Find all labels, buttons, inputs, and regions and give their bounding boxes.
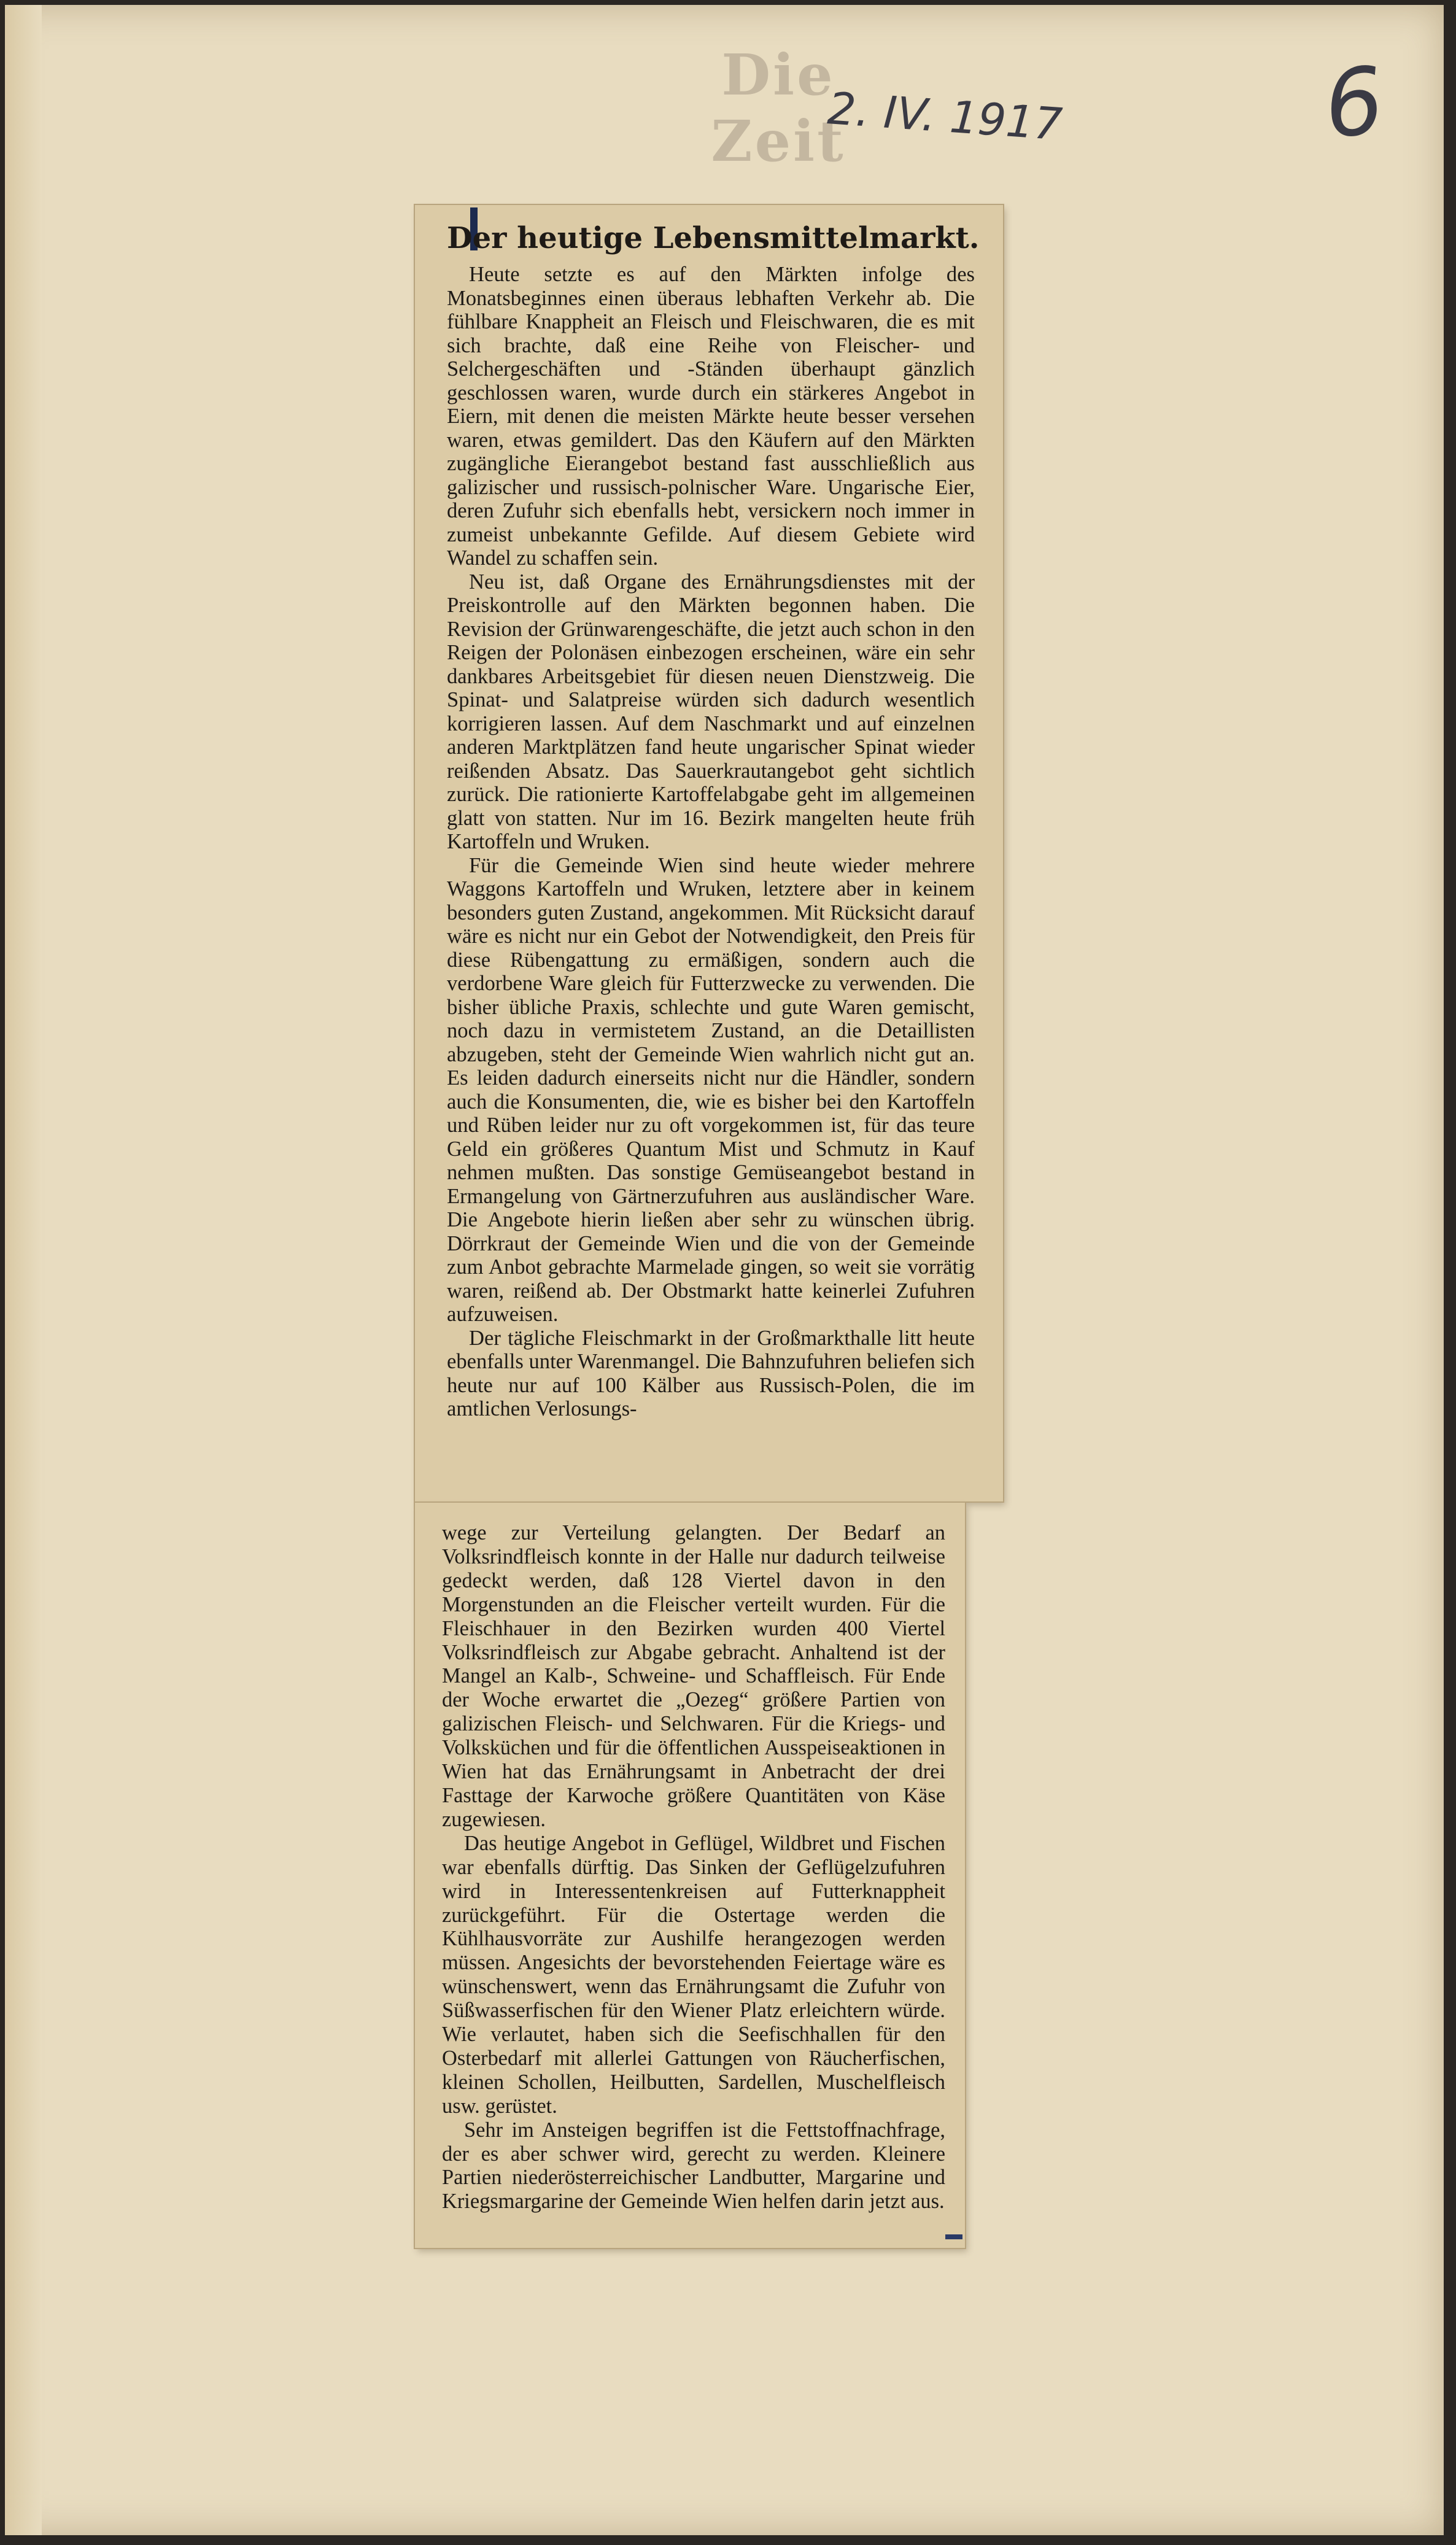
article-column-top xyxy=(447,221,980,1421)
article-paragraph: Für die Gemeinde Wien sind heute wieder mehrere Waggons Kartoffeln und Wruken, letztere aber in keinem besonders guten Zustand, angekommen. Mit Rücksicht darauf wäre es nicht nur ein Gebot der Notwendigkeit, den Preis für diese Rübengattung zu ermäßigen, sondern auch die verdorbene Ware gleich für Futterzwecke zu verwenden. Die bisher übliche Praxis, schlechte und gute Waren gemischt, noch dazu in vermistetem Zustand, an die Detaillisten abzugeben, steht der Gemeinde Wien wahrlich nicht gut an. Es leiden dadurch einerseits nicht nur die Händler, sondern auch die Konsumenten, die, wie es bisher bei den Kartoffeln und Rüben leider nur zu oft vorgekommen ist, für das teure Geld ein größeres Quantum Mist und Schmutz in Kauf nehmen mußten. Das sonstige Gemüseangebot bestand in Ermangelung von Gärtnerzufuhren aus ausländischer Ware. Die Angebote hierin ließen aber sehr zu wünschen übrig. Dörrkraut der Gemeinde Wien und die von der Gemeinde zum Anbot gebrachte Marmelade gingen, so weit sie vorrätig waren, reißend ab. Der Obstmarkt hatte keinerlei Zufuhren aufzuweisen. xyxy=(447,853,975,1326)
ink-dash xyxy=(945,2234,962,2239)
article-paragraph: wege zur Verteilung gelangten. Der Bedarf an Volksrindfleisch konnte in der Halle nur dadurch teilweise gedeckt werden, daß 128 Viertel davon in den Morgenstunden an die Fleischer verteilt wurden. Für die Fleischhauer in den Bezirken wurden 400 Viertel Volksrindfleisch zur Abgabe gebracht. Anhaltend ist der Mangel an Kalb-, Schweine- und Schaffleisch. Für Ende der Woche erwartet die „Oezeg“ größere Partien von galizischen Fleisch- und Selchwaren. Für die Kriegs- und Volksküchen und für die öffentlichen Ausspeiseaktionen in Wien hat das Ernährungsamt in Anbetracht der drei Fasttage der Karwoche größere Quantitäten von Käse zugewiesen. xyxy=(442,1521,945,1831)
article-paragraph: Heute setzte es auf den Märkten infolge des Monatsbeginnes einen überaus lebhaften Verkehr ab. Die fühlbare Knappheit an Fleisch und Fleischwaren, die es mit sich brachte, daß eine Reihe von Fleischer- und Selchergeschäften und -Ständen überhaupt gänzlich geschlossen waren, wurde durch ein stärkeres Angebot in Eiern, mit denen die meisten Märkte heute besser versehen waren, etwas gemildert. Das den Käufern auf den Märkten zugängliche Eierangebot bestand fast ausschließlich aus galizischer und russisch-polnischer Ware. Ungarische Eier, deren Zufuhr sich ebenfalls hebt, versickern noch immer in zumeist unbekannte Gefilde. Auf diesem Gebiete wird Wandel zu schaffen sein. xyxy=(447,263,975,570)
handwritten-date: 2. IV. 1917 xyxy=(826,82,1064,150)
archive-sheet xyxy=(5,5,1444,2535)
article-paragraph: Sehr im Ansteigen begriffen ist die Fettstoffnachfrage, der es aber schwer wird, gerecht zu werden. Kleinere Partien niederösterreichischer Landbutter, Margarine und Kriegsmargarine der Gemeinde Wien helfen darin jetzt aus. xyxy=(442,2118,945,2214)
article-paragraph: Neu ist, daß Organe des Ernährungsdienstes mit der Preiskontrolle auf den Märkten begonnen haben. Die Revision der Grünwarengeschäfte, die jetzt auch schon in den Reigen der Polonäsen einbezogen erscheinen, wäre ein sehr dankbares Arbeitsgebiet für diesen neuen Dienstzweig. Die Spinat- und Salatpreise würden sich dadurch wesentlich korrigieren lassen. Auf dem Naschmarkt und auf einzelnen anderen Marktplätzen fand heute ungarischer Spinat wieder reißenden Absatz. Das Sauerkrautangebot geht sichtlich zurück. Die rationierte Kartoffelabgabe geht im allgemeinen glatt von statten. Nur im 16. Bezirk mangelten heute früh Kartoffeln und Wruken. xyxy=(447,570,975,853)
article-paragraph: Das heutige Angebot in Geflügel, Wildbret und Fischen war ebenfalls dürftig. Das Sinken der Geflügelzufuhren wird in Interessentenkreisen auf Futterknappheit zurückgeführt. Für die Ostertage werden die Kühlhausvorräte zur Aushilfe herangezogen werden müssen. Angesichts der bevorstehenden Feiertage wäre es wünschenswert, wenn das Ernährungsamt die Zufuhr von Süßwasserfischen für den Wiener Platz erleichtern würde. Wie verlautet, haben sich die Seefischhallen für den Osterbedarf mit allerlei Gattungen von Räucherfischen, kleinen Schollen, Heilbutten, Sardellen, Muschelfleisch usw. gerüstet. xyxy=(442,1831,945,2118)
article-column-bottom xyxy=(442,1521,945,2214)
article-headline: Der heutige Lebensmittelmarkt. xyxy=(447,221,980,255)
handwritten-page-number: 6 xyxy=(1319,47,1389,160)
article-paragraph: Der tägliche Fleischmarkt in der Großmarkthalle litt heute ebenfalls unter Warenmangel. Die Bahnzufuhren beliefen sich heute nur auf 100 Kälber aus Russisch-Polen, die im amtlichen Verlosungs- xyxy=(447,1326,975,1420)
newspaper-stamp: Die Zeit xyxy=(711,42,846,174)
